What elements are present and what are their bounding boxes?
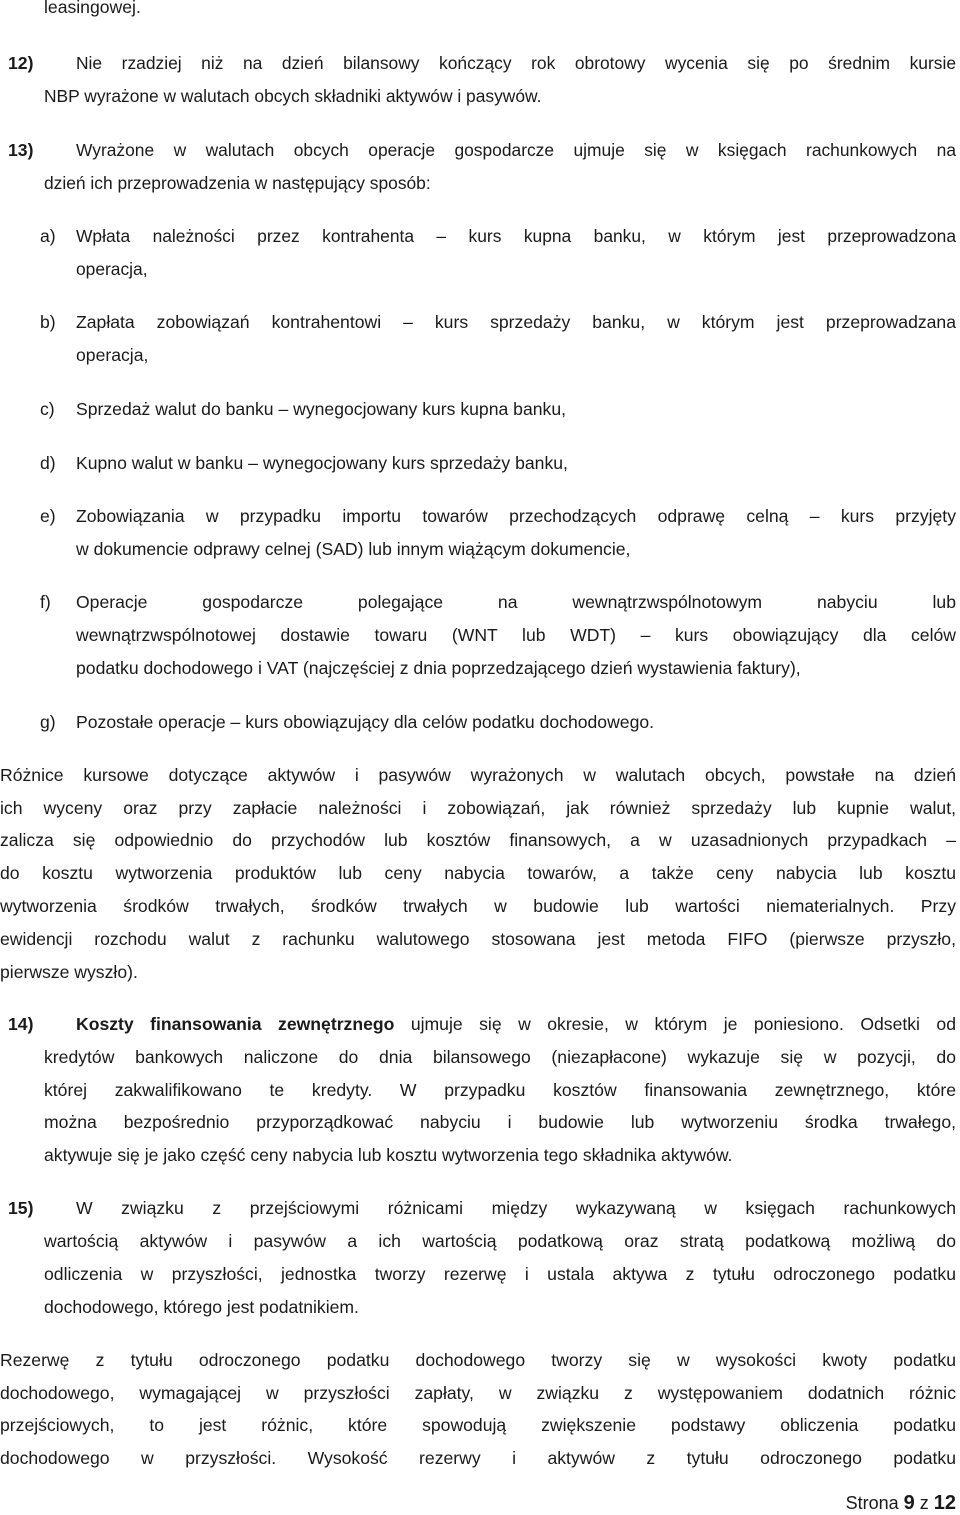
top-fragment: leasingowej. [44, 0, 141, 17]
item-14-first-rest: ujmuje się w okresie, w którym je poniesiono. Odsetki od [394, 1014, 956, 1034]
sub-g-line-1: Pozostałe operacje – kurs obowiązujący dla celów podatku dochodowego. [76, 712, 655, 732]
sub-f-line-1: Operacje gospodarcze polegające na wewnątrzwspólnotowym nabyciu lub [76, 592, 956, 612]
sub-c-letter: c) [40, 399, 55, 419]
item-15-number: 15) [8, 1198, 34, 1218]
rezerwa-line-2: dochodowego, wymagającej w przyszłości zapłaty, w związku z występowaniem dodatnich różnic [0, 1383, 956, 1403]
page-footer [846, 1491, 956, 1515]
item-14-bold-lead: Koszty finansowania zewnętrznego [76, 1014, 395, 1034]
footer-total-pages: 12 [933, 1492, 956, 1514]
item-15-line-4: dochodowego, którego jest podatnikiem. [44, 1297, 359, 1317]
item-15-line-1: W związku z przejściowymi różnicami między wykazywaną w księgach rachunkowych [76, 1198, 956, 1218]
sub-b-letter: b) [40, 312, 56, 332]
kursowe-line-2: ich wyceny oraz przy zapłacie należności i zobowiązań, jak również sprzedaży lub kupnie walut, [0, 798, 956, 818]
item-15-line-3: odliczenia w przyszłości, jednostka tworzy rezerwę i ustala aktywa z tytułu odroczonego podatku [44, 1264, 956, 1284]
kursowe-line-6: ewidencji rozchodu walut z rachunku walutowego stosowana jest metoda FIFO (pierwsze przyszło, [0, 929, 956, 949]
sub-a-line-1: Wpłata należności przez kontrahenta – kurs kupna banku, w którym jest przeprowadzona [76, 226, 956, 246]
kursowe-line-1: Różnice kursowe dotyczące aktywów i pasywów wyrażonych w walutach obcych, powstałe na dzień [0, 765, 956, 785]
sub-f-letter: f) [40, 592, 51, 612]
item-12-line-1: Nie rzadziej niż na dzień bilansowy kończący rok obrotowy wycenia się po średnim kursie [76, 53, 956, 73]
kursowe-line-5: wytworzenia środków trwałych, środków trwałych w budowie lub wartości niematerialnych. Przy [0, 896, 956, 916]
item-14-line-4: można bezpośrednio przyporządkować nabyciu i budowie lub wytworzeniu środka trwałego, [44, 1112, 956, 1132]
kursowe-line-3: zalicza się odpowiednio do przychodów lub kosztów finansowych, a w uzasadnionych przypadkach – [0, 830, 956, 850]
item-13-line-1: Wyrażone w walutach obcych operacje gospodarcze ujmuje się w księgach rachunkowych na [76, 140, 956, 160]
item-14-line-2: kredytów bankowych naliczone do dnia bilansowego (niezapłacone) wykazuje się w pozycji, do [44, 1047, 956, 1067]
footer-separator: z [914, 1493, 934, 1513]
item-14-line-1 [76, 1013, 956, 1035]
item-13-number: 13) [8, 140, 34, 160]
item-12-number: 12) [8, 53, 34, 73]
sub-f-line-2: wewnątrzwspólnotowej dostawie towaru (WNT lub WDT) – kurs obowiązujący dla celów [76, 625, 956, 645]
sub-g-letter: g) [40, 712, 56, 732]
sub-e-letter: e) [40, 506, 56, 526]
sub-e-line-1: Zobowiązania w przypadku importu towarów przechodzących odprawę celną – kurs przyjęty [76, 506, 956, 526]
footer-page-number: 9 [903, 1492, 915, 1514]
sub-c-line-1: Sprzedaż walut do banku – wynegocjowany kurs kupna banku, [76, 399, 566, 419]
sub-e-line-2: w dokumencie odprawy celnej (SAD) lub innym wiążącym dokumencie, [76, 539, 631, 559]
rezerwa-line-3: przejściowych, to jest różnic, które spowodują zwiększenie podstawy obliczenia podatku [0, 1415, 956, 1435]
rezerwa-line-4: dochodowego w przyszłości. Wysokość rezerwy i aktywów z tytułu odroczonego podatku [0, 1448, 956, 1468]
item-14-number: 14) [8, 1014, 34, 1034]
sub-b-line-2: operacja, [76, 345, 149, 365]
footer-prefix: Strona [845, 1493, 904, 1513]
rezerwa-line-1: Rezerwę z tytułu odroczonego podatku dochodowego tworzy się w wysokości kwoty podatku [0, 1350, 956, 1370]
kursowe-line-4: do kosztu wytworzenia produktów lub ceny nabycia towarów, a także ceny nabycia lub kosztu [0, 863, 956, 883]
sub-f-line-3: podatku dochodowego i VAT (najczęściej z dnia poprzedzającego dzień wystawienia faktury), [76, 658, 801, 678]
item-14-line-5: aktywuje się je jako część ceny nabycia lub kosztu wytworzenia tego składnika aktywów. [44, 1145, 733, 1165]
item-13-line-2: dzień ich przeprowadzenia w następujący sposób: [44, 173, 431, 193]
sub-a-letter: a) [40, 226, 56, 246]
item-14-line-3: której zakwalifikowano te kredyty. W przypadku kosztów finansowania zewnętrznego, które [44, 1080, 956, 1100]
sub-d-line-1: Kupno walut w banku – wynegocjowany kurs sprzedaży banku, [76, 453, 568, 473]
sub-d-letter: d) [40, 453, 56, 473]
item-15-line-2: wartością aktywów i pasywów a ich wartością podatkową oraz stratą podatkową możliwą do [44, 1231, 956, 1251]
sub-b-line-1: Zapłata zobowiązań kontrahentowi – kurs sprzedaży banku, w którym jest przeprowadzana [76, 312, 956, 332]
item-12-line-2: NBP wyrażone w walutach obcych składniki aktywów i pasywów. [44, 86, 542, 106]
sub-a-line-2: operacja, [76, 259, 148, 279]
kursowe-line-7: pierwsze wyszło). [0, 962, 138, 982]
